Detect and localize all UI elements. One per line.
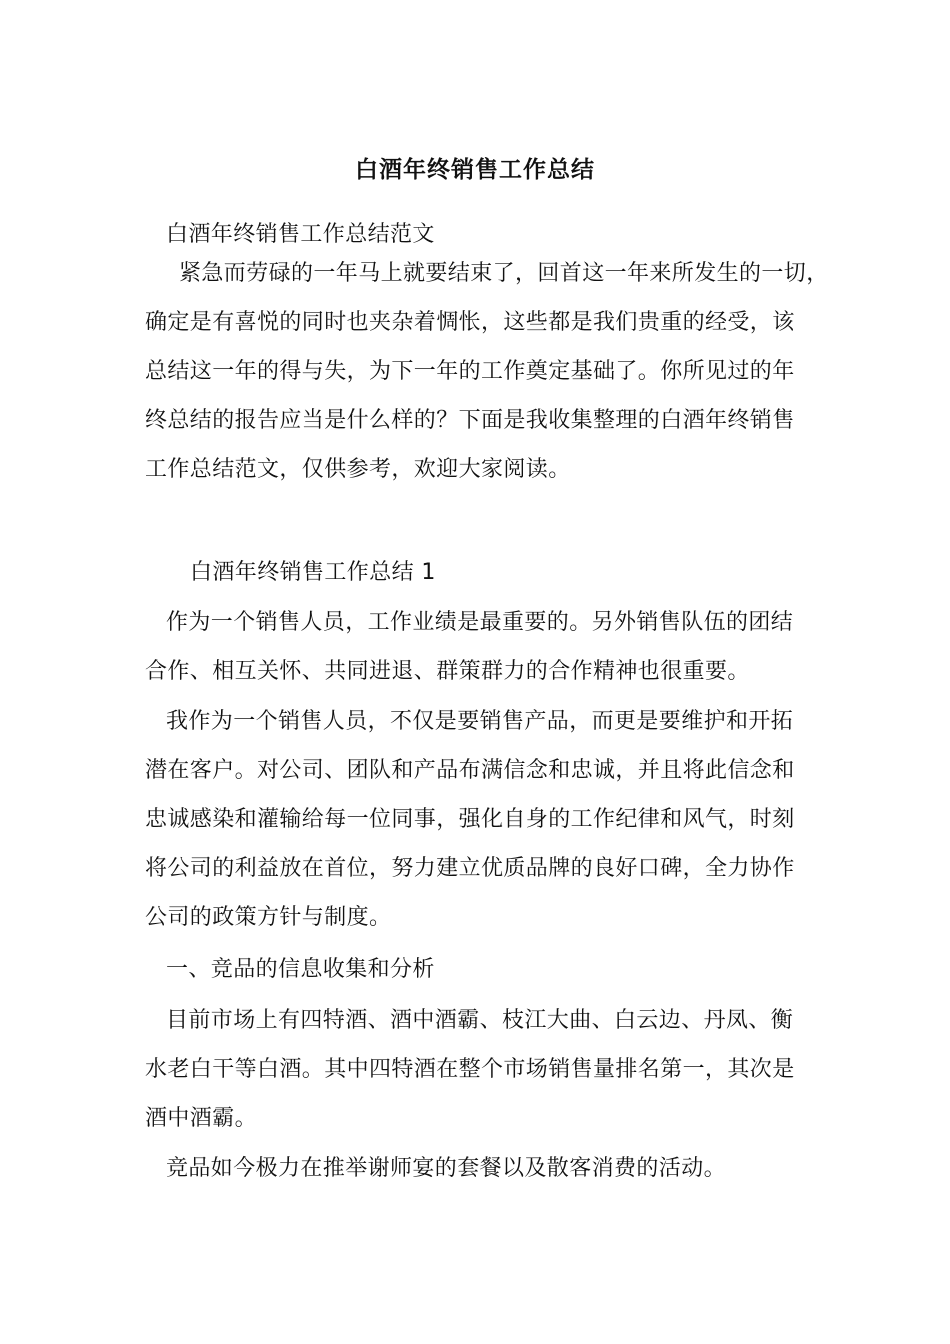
paragraph-competitors [145, 1144, 825, 1193]
paragraph-line: 终总结的报告应当是什么样的？下面是我收集整理的白酒年终销售 [145, 408, 795, 433]
paragraph-market [145, 996, 825, 1143]
document-title: 白酒年终销售工作总结 [355, 157, 595, 183]
paragraph-line: 作为一个销售人员，工作业绩是最重要的。另外销售队伍的团结 [166, 610, 794, 635]
paragraph-line: 酒中酒霸。 [145, 1106, 258, 1131]
paragraph-salesperson [145, 697, 825, 942]
point-heading-text: 一、竞品的信息收集和分析 [166, 957, 435, 982]
paragraph-teamwork [145, 598, 825, 696]
section-heading [145, 548, 825, 597]
subtitle-line: 白酒年终销售工作总结范文 [166, 222, 435, 247]
intro-paragraph [145, 249, 829, 494]
paragraph-line: 将公司的利益放在首位，努力建立优质品牌的良好口碑，全力协作 [145, 856, 795, 881]
paragraph-line: 目前市场上有四特酒、酒中酒霸、枝江大曲、白云边、丹凤、衡 [166, 1008, 794, 1033]
paragraph-line: 水老白干等白酒。其中四特酒在整个市场销售量排名第一，其次是 [145, 1057, 795, 1082]
paragraph-line: 公司的政策方针与制度。 [145, 905, 392, 930]
paragraph-line: 紧急而劳碌的一年马上就要结束了，回首这一年来所发生的一切， [179, 261, 829, 286]
paragraph-line: 合作、相互关怀、共同进退、群策群力的合作精神也很重要。 [145, 659, 750, 684]
paragraph-line: 确定是有喜悦的同时也夹杂着惆怅，这些都是我们贵重的经受，该 [145, 310, 795, 335]
paragraph-line: 忠诚感染和灌输给每一位同事，强化自身的工作纪律和风气，时刻 [145, 807, 795, 832]
paragraph-line: 潜在客户。对公司、团队和产品布满信念和忠诚，并且将此信念和 [145, 758, 795, 783]
paragraph-line: 工作总结范文，仅供参考，欢迎大家阅读。 [145, 457, 571, 482]
point-heading [145, 945, 825, 994]
paragraph-line: 竞品如今极力在推举谢师宴的套餐以及散客消费的活动。 [166, 1156, 727, 1181]
section-heading-text: 白酒年终销售工作总结 1 [190, 560, 436, 585]
paragraph-line: 我作为一个销售人员，不仅是要销售产品，而更是要维护和开拓 [166, 709, 794, 734]
paragraph-line: 总结这一年的得与失，为下一年的工作奠定基础了。你所见过的年 [145, 359, 795, 384]
